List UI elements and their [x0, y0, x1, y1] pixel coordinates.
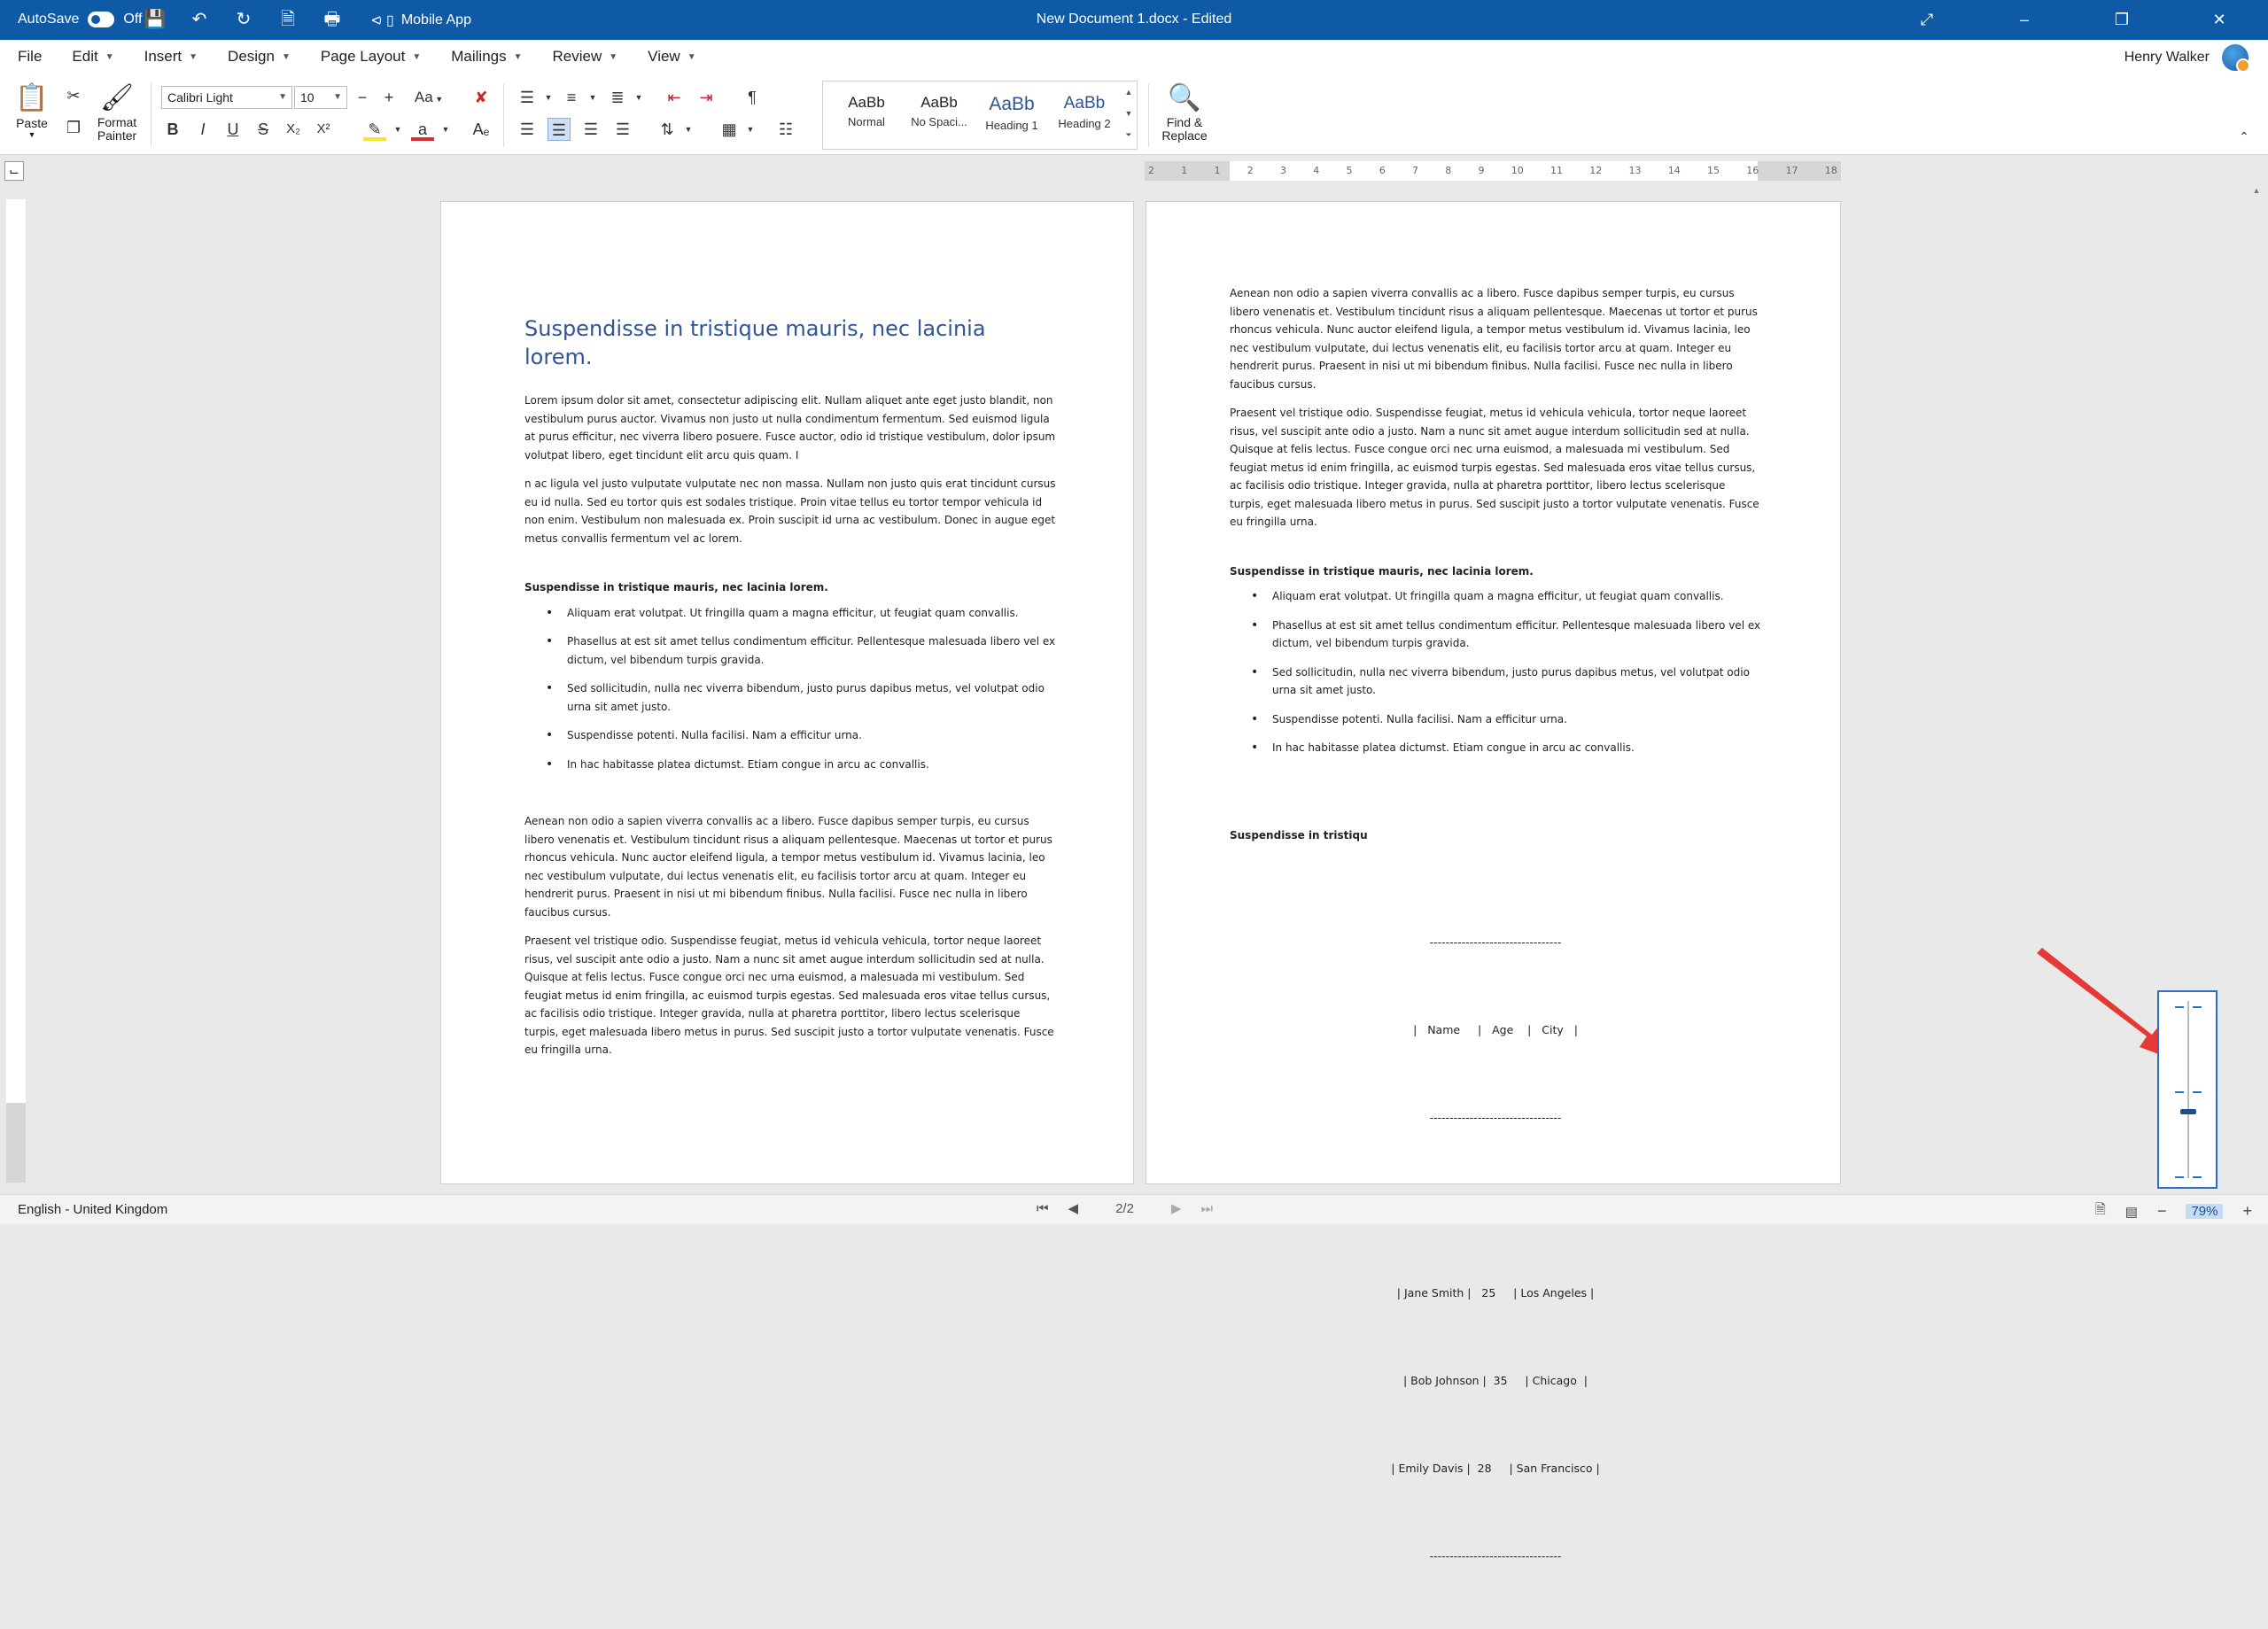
bullets-icon[interactable]: ☰ — [519, 89, 535, 106]
autosave-toggle[interactable] — [88, 12, 114, 27]
vertical-ruler[interactable] — [6, 199, 26, 1183]
font-size-select[interactable] — [294, 86, 347, 109]
list-item: • Phasellus at est sit amet tellus condimentum efficitur. Pellentesque malesuada libero vel ex dictum, vel bibendum turpis gravida. — [1251, 617, 1761, 653]
chevron-down-icon[interactable]: ▼ — [746, 125, 755, 134]
chevron-down-icon: ▼ — [412, 51, 422, 62]
quick-access-toolbar — [142, 8, 390, 31]
vertical-scrollbar[interactable] — [2249, 186, 2264, 1187]
ruler-tick-label: 16 — [1746, 165, 1759, 176]
style-heading-1[interactable] — [975, 94, 1048, 132]
decrease-font-icon[interactable]: − — [357, 89, 368, 106]
list-item: • Aliquam erat volutpat. Ut fringilla quam a magna efficitur, ut feugiat quam convallis. — [1251, 587, 1761, 606]
zoom-out-button[interactable]: − — [2156, 1202, 2167, 1220]
phone-icon: ▯ — [386, 13, 394, 28]
last-page-icon[interactable]: ⏭ — [1200, 1200, 1213, 1216]
fullscreen-icon[interactable]: ⤢ — [1920, 11, 1934, 28]
zoom-tick — [2193, 1006, 2202, 1008]
page-indicator: 2/2 — [1115, 1200, 1134, 1216]
style-preview: AaBb — [920, 94, 958, 111]
autosave-state: Off — [123, 12, 143, 27]
text-effects-icon[interactable]: Aₑ — [472, 120, 490, 138]
align-right-icon[interactable]: ☰ — [583, 120, 599, 138]
ruler-tick-label: 8 — [1445, 165, 1452, 176]
zoom-tick — [2193, 1091, 2202, 1093]
chevron-down-icon[interactable]: ▼ — [1124, 109, 1133, 118]
bullet-list — [546, 604, 1056, 774]
menu-label: Insert — [144, 48, 183, 65]
ruler-tick-label: 7 — [1412, 165, 1418, 176]
style-name: Heading 2 — [1058, 117, 1111, 130]
ruler-tick-label: 4 — [1313, 165, 1320, 176]
pilcrow-icon[interactable]: ¶ — [748, 89, 757, 106]
menu-bar — [0, 40, 2268, 75]
ruler-tick-label: 13 — [1628, 165, 1642, 176]
chevron-down-icon: ▼ — [189, 51, 198, 62]
ruler-tick-label: 2 — [1247, 165, 1254, 176]
chevron-up-icon[interactable]: ▲ — [1124, 88, 1133, 97]
styles-gallery — [822, 81, 1138, 150]
view-zoom-controls — [2095, 1200, 2252, 1222]
find-replace-label-1: Find & — [1166, 115, 1203, 129]
style-name: Normal — [848, 115, 885, 128]
ruler-tick-label: 14 — [1667, 165, 1681, 176]
menu-label: View — [648, 48, 680, 65]
ruler-tick-label: 18 — [1824, 165, 1837, 176]
title-bar — [0, 0, 2268, 40]
table-line: | Name | Age | City | — [1413, 1023, 1578, 1036]
share-icon[interactable]: ⪦ — [371, 10, 382, 29]
style-preview: AaBb — [1063, 94, 1106, 112]
ribbon-divider — [503, 83, 504, 147]
list-item: • Sed sollicitudin, nulla nec viverra bibendum, justo purus dapibus metus, vel volutpat odio urna sit amet justo. — [1251, 663, 1761, 700]
ruler-tick-label: 3 — [1280, 165, 1286, 176]
format-painter-label-2: Painter — [97, 128, 137, 143]
paragraph: Lorem ipsum dolor sit amet, consectetur adipiscing elit. Nullam aliquet ante eget justo blandit, non vestibulum purus auctor. Vivamus non justo ut nulla condimentum fermentum. Sed euismod ligula at purus efficitur, nec viverra libero posuere. Fusce auctor, odio id tristique vestibulum, dolor ipsum volutpat libero, eget tincidunt elit arcu quis quam. I — [524, 394, 1056, 462]
collapse-ribbon-icon[interactable]: ⌃ — [2239, 129, 2249, 144]
cut-icon[interactable]: ✂ — [66, 87, 81, 105]
document-page-1[interactable] — [440, 201, 1134, 1184]
chevron-down-icon: ▼ — [27, 130, 36, 139]
paragraph: n ac ligula vel justo vulputate vulputate nec non massa. Nullam non justo quis erat tincidunt cursus eu id nulla. Sed eu tortor quis est sodales tristique. Proin vitae tellus eu tortor tempor vehicula id non enim. Vestibulum non malesuada ex. Proin suscipit id urna ac vestibulum. Donec in augue eget metus convallis fermentum vel ac lorem. — [524, 477, 1056, 545]
autosave-label: AutoSave — [18, 12, 80, 27]
document-title: New Document 1.docx - Edited — [1036, 12, 1232, 27]
window-controls — [1878, 0, 2268, 40]
mobile-app-label: Mobile App — [400, 12, 471, 27]
menu-edit[interactable] — [72, 48, 113, 66]
list-item: • Aliquam erat volutpat. Ut fringilla quam a magna efficitur, ut feugiat quam convallis. — [546, 604, 1056, 623]
copy-icon[interactable]: ❐ — [66, 119, 82, 136]
ribbon-divider — [1148, 83, 1149, 147]
list-item: • In hac habitasse platea dictumst. Etiam congue in arcu ac convallis. — [1251, 739, 1761, 757]
decrease-indent-icon[interactable]: ⇤ — [667, 89, 681, 106]
chevron-down-icon[interactable]: ▼ — [441, 125, 450, 134]
undo-icon[interactable]: ↶ — [191, 10, 207, 29]
find-replace-icon: 🔍 — [1168, 83, 1201, 112]
underline-icon[interactable]: U — [227, 120, 239, 138]
gallery-expand-icon[interactable]: ⏷ — [1125, 130, 1132, 139]
ruler-text-area — [6, 199, 26, 1103]
subscript-icon[interactable]: X₂ — [286, 121, 300, 136]
menu-label: Design — [228, 48, 275, 65]
mobile-app-button[interactable] — [386, 12, 471, 29]
line-spacing-icon[interactable]: ⇅ — [660, 120, 674, 138]
zoom-tick — [2175, 1091, 2184, 1093]
menu-review[interactable] — [553, 48, 618, 66]
first-page-icon[interactable]: ⏮ — [1037, 1200, 1049, 1216]
list-item: • Suspendisse potenti. Nulla facilisi. Nam a efficitur urna. — [546, 726, 1056, 745]
ruler-tick-label: 1 — [1214, 165, 1221, 176]
document-heading: Suspendisse in tristique mauris, nec lacinia lorem. — [524, 316, 986, 369]
ruler-tick-label: 6 — [1379, 165, 1386, 176]
zoom-level[interactable]: 79% — [2186, 1204, 2223, 1219]
chevron-down-icon[interactable]: ▼ — [684, 125, 693, 134]
superscript-icon[interactable]: X² — [316, 121, 330, 136]
ruler-tick-label: 12 — [1589, 165, 1603, 176]
highlight-icon[interactable]: ✎ — [363, 118, 386, 141]
borders-icon[interactable]: ▦ — [721, 120, 737, 138]
user-name: Henry Walker — [2124, 50, 2210, 65]
text-table — [1230, 869, 1761, 1629]
menu-label: Page Layout — [320, 48, 406, 65]
ruler-tick-label: 17 — [1785, 165, 1798, 176]
chevron-down-icon: ▼ — [609, 51, 618, 62]
paragraph: Praesent vel tristique odio. Suspendisse feugiat, metus id vehicula vehicula, tortor neque laoreet risus, vel suscipit ante odio a justo. Nam a nunc sit amet augue interdum sollicitudin sed at nulla. Quisque at felis lectus. Fusce congue orci nec urna euismod, a malesuada mi vestibulum. Sed feugiat metus id enim fringilla, ac euismod turpis egestas. Sed malesuada eros vitae tellus cursus, ac facilisis odio tristique. Integer gravida, nulla at pharetra porttitor, libero lectus scelerisque turpis, eget malesuada libero metus in purus. Sed suscipit justo a tortor vulputate venenatis. Fusce eu fringilla urna. — [1230, 407, 1759, 528]
style-name: No Spaci... — [911, 115, 967, 128]
gallery-scroll[interactable] — [1121, 81, 1137, 151]
menu-label: Mailings — [451, 48, 507, 65]
next-page-icon[interactable]: ▶ — [1170, 1201, 1182, 1216]
ribbon-toolbar — [0, 75, 2268, 155]
italic-icon[interactable]: I — [200, 120, 206, 138]
font-name-select[interactable] — [161, 86, 292, 109]
table-line: --------------------------------- — [1429, 1549, 1562, 1563]
find-replace-button[interactable] — [1155, 81, 1214, 143]
paragraph-settings-icon[interactable]: ☷ — [778, 120, 794, 138]
document-page-2[interactable] — [1146, 201, 1841, 1563]
page-navigator — [1037, 1200, 1213, 1216]
paragraph: Praesent vel tristique odio. Suspendisse feugiat, metus id vehicula vehicula, tortor neque laoreet risus, vel suscipit ante odio a justo. Nam a nunc sit amet augue interdum sollicitudin sed at nulla. Quisque at felis lectus. Fusce congue orci nec urna euismod, a malesuada mi vestibulum. Sed feugiat metus id enim fringilla, ac euismod turpis egestas. Sed malesuada eros vitae tellus cursus, ac facilisis odio tristique. Integer gravida, nulla at pharetra porttitor, libero lectus scelerisque turpis, eget malesuada libero metus in purus. Sed suscipit justo a tortor vulputate venenatis. Fusce eu fringilla urna. — [524, 935, 1054, 1056]
table-line: | Jane Smith | 25 | Los Angeles | — [1396, 1286, 1595, 1299]
list-item: • Phasellus at est sit amet tellus condimentum efficitur. Pellentesque malesuada libero vel ex dictum, vel bibendum turpis gravida. — [546, 632, 1056, 669]
save-icon[interactable]: 💾 — [144, 10, 167, 29]
align-center-icon[interactable]: ☰ — [548, 118, 571, 141]
menu-file[interactable] — [18, 48, 42, 66]
print-layout-icon[interactable]: 🗎 — [2094, 1202, 2106, 1217]
user-account[interactable] — [2124, 43, 2250, 73]
chevron-down-icon: ▼ — [278, 92, 287, 102]
change-case-label: Aa — [414, 89, 433, 105]
ruler-tick-label: 10 — [1511, 165, 1524, 176]
menu-view[interactable] — [648, 48, 695, 66]
language-indicator[interactable]: English - United Kingdom — [18, 1202, 168, 1217]
table-line: | Bob Johnson | 35 | Chicago | — [1402, 1374, 1588, 1387]
chevron-up-icon[interactable]: ▲ — [2252, 186, 2261, 195]
list-item: • Suspendisse potenti. Nulla facilisi. Nam a efficitur urna. — [1251, 710, 1761, 729]
new-document-icon[interactable]: 🗎 — [280, 10, 296, 29]
ruler-tick-label: 15 — [1707, 165, 1720, 176]
avatar[interactable] — [2220, 43, 2250, 73]
zoom-slider-popup[interactable] — [2157, 990, 2218, 1189]
table-line: --------------------------------- — [1429, 1111, 1562, 1124]
zoom-in-button[interactable]: + — [2242, 1202, 2252, 1220]
paragraph: Aenean non odio a sapien viverra convallis ac a libero. Fusce dapibus semper turpis, eu cursus libero venenatis et. Vestibulum tincidunt risus a aliquam pellentesque. Maecenas ut tortor et purus rhoncus vehicula. Nunc auctor eleifend ligula, a tempor metus vestibulum id. Vivamus lacinia, leo nec vestibulum vulputate, dui lectus venenatis elit, eu facilisis tortor arcu at quam. Integer eu hendrerit purus. Praesent in nisi ut mi bibendum finibus. Nulla facilisi. Fusce nec nulla in libero faucibus cursus. — [524, 815, 1052, 919]
redo-icon[interactable]: ↻ — [236, 10, 252, 29]
menu-label: File — [18, 48, 43, 65]
style-preview: AaBb — [848, 94, 885, 111]
format-painter-label-1: Format — [97, 115, 137, 129]
paste-label: Paste — [16, 116, 48, 130]
subheading: Suspendisse in tristique mauris, nec lacinia lorem. — [524, 581, 828, 593]
justify-icon[interactable]: ☰ — [615, 120, 631, 138]
horizontal-ruler[interactable] — [1145, 161, 1841, 181]
chevron-down-icon: ▼ — [105, 51, 114, 62]
web-layout-icon[interactable]: ▤ — [2124, 1204, 2138, 1220]
change-case-button[interactable] — [411, 86, 447, 109]
list-item: • In hac habitasse platea dictumst. Etiam congue in arcu ac convallis. — [546, 756, 1056, 774]
print-icon[interactable]: 🖶 — [323, 10, 341, 29]
list-item: • Sed sollicitudin, nulla nec viverra bibendum, justo purus dapibus metus, vel volutpat odio urna sit amet justo. — [546, 679, 1056, 716]
paintbrush-icon: 🖌 — [99, 83, 135, 112]
chevron-down-icon[interactable]: ▼ — [634, 93, 643, 102]
multilevel-list-icon[interactable]: ≣ — [610, 89, 625, 106]
ruler-ticks — [1145, 161, 1841, 181]
status-bar — [0, 1194, 2268, 1224]
subheading: Suspendisse in tristique mauris, nec lacinia lorem. — [1230, 564, 1534, 578]
format-painter-button[interactable] — [92, 81, 142, 143]
increase-indent-icon[interactable]: ⇥ — [699, 89, 713, 106]
paragraph: Aenean non odio a sapien viverra convallis ac a libero. Fusce dapibus semper turpis, eu cursus libero venenatis et. Vestibulum tincidunt risus a aliquam pellentesque. Maecenas ut tortor et purus rhoncus vehicula. Nunc auctor eleifend ligula, a tempor metus vestibulum id. Vivamus lacinia, leo nec vestibulum vulputate, dui lectus venenatis elit, eu facilisis tortor arcu at quam. Integer eu hendrerit purus. Praesent in nisi ut mi bibendum finibus. Nulla facilisi. Fusce nec nulla in libero faucibus cursus. — [1230, 287, 1758, 391]
find-replace-label-2: Replace — [1161, 128, 1208, 143]
ruler-tick-label: 5 — [1346, 165, 1353, 176]
clear-formatting-icon[interactable]: ✘ — [474, 89, 488, 106]
ruler-tick-label: 2 — [1148, 165, 1154, 176]
ruler-tick-label: 9 — [1478, 165, 1485, 176]
chevron-down-icon: ▼ — [687, 51, 696, 62]
style-no-spacing[interactable] — [903, 94, 975, 128]
menu-label: Review — [552, 48, 602, 65]
style-name: Heading 1 — [985, 119, 1038, 132]
minimize-button[interactable]: – — [2019, 11, 2029, 28]
font-color-icon[interactable]: a — [411, 118, 434, 141]
zoom-slider-thumb[interactable] — [2180, 1109, 2196, 1114]
previous-page-icon[interactable]: ◀ — [1068, 1201, 1079, 1216]
chevron-down-icon: ▼ — [281, 51, 291, 62]
clipboard-icon: 📋 — [15, 83, 49, 112]
style-preview: AaBb — [989, 94, 1035, 114]
tab-selector[interactable]: ⌙ — [4, 161, 24, 181]
font-name-value: Calibri Light — [167, 90, 233, 105]
menu-insert[interactable] — [144, 48, 198, 66]
zoom-tick — [2193, 1176, 2202, 1178]
zoom-tick — [2175, 1176, 2184, 1178]
style-normal[interactable] — [830, 94, 903, 128]
menu-mailings[interactable] — [451, 48, 522, 66]
chevron-down-icon[interactable]: ▼ — [544, 93, 553, 102]
bullet-list — [1251, 587, 1761, 757]
menu-label: Edit — [72, 48, 98, 65]
numbering-icon[interactable]: ≡ — [566, 89, 577, 106]
restore-button[interactable]: ❐ — [2114, 11, 2130, 28]
ruler-tick-label: 11 — [1550, 165, 1563, 176]
chevron-down-icon: ▼ — [333, 92, 342, 102]
table-line: --------------------------------- — [1429, 935, 1562, 949]
close-button[interactable]: ✕ — [2212, 11, 2226, 28]
chevron-down-icon: ▼ — [513, 51, 523, 62]
increase-font-icon[interactable]: + — [384, 89, 394, 106]
chevron-down-icon[interactable]: ▼ — [588, 93, 597, 102]
style-heading-2[interactable] — [1048, 94, 1121, 130]
align-left-icon[interactable]: ☰ — [519, 120, 535, 138]
subheading: Suspendisse in tristiqu — [1230, 828, 1368, 842]
strikethrough-icon[interactable]: S — [257, 120, 268, 138]
font-size-value: 10 — [300, 90, 315, 105]
zoom-tick — [2175, 1006, 2184, 1008]
menu-page-layout[interactable] — [321, 48, 421, 66]
autosave-control[interactable] — [18, 12, 142, 27]
ruler-tick-label: 1 — [1181, 165, 1188, 176]
table-line: | Emily Davis | 28 | San Francisco | — [1391, 1462, 1600, 1475]
chevron-down-icon: ▼ — [432, 95, 444, 104]
bold-icon[interactable]: B — [167, 120, 179, 138]
menu-design[interactable] — [228, 48, 291, 66]
paste-button[interactable] — [14, 81, 50, 139]
zoom-slider-track[interactable] — [2187, 1001, 2189, 1178]
chevron-down-icon[interactable]: ▼ — [393, 125, 402, 134]
